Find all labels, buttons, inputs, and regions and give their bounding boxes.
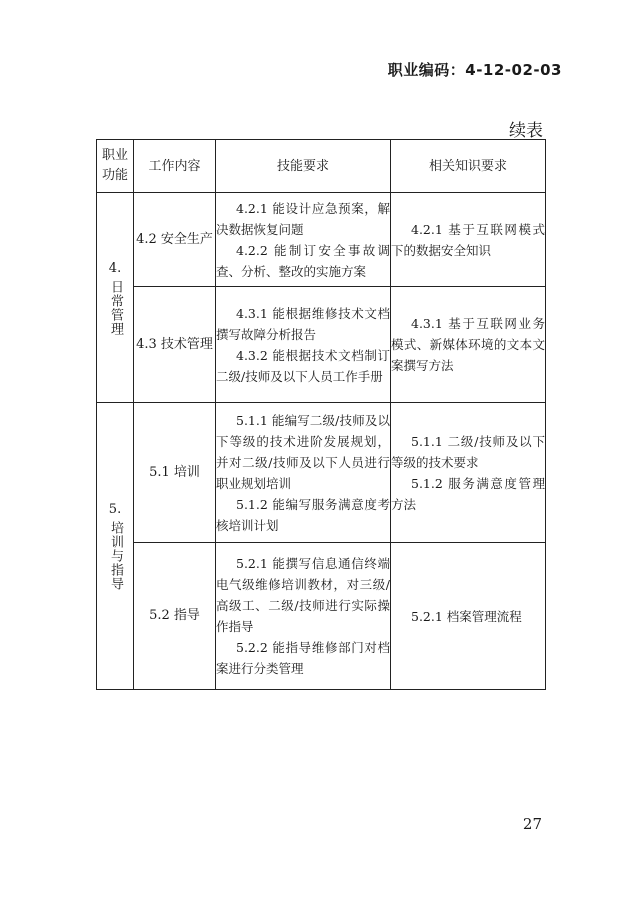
function-name: 培训与指导 <box>108 521 123 591</box>
content-cell: 4.3 技术管理 <box>134 287 216 403</box>
content-cell: 5.1 培训 <box>134 403 216 543</box>
table-row <box>97 193 546 287</box>
function-cell-4 <box>97 193 134 403</box>
skills-cell <box>216 287 391 403</box>
function-cell-5 <box>97 403 134 690</box>
knowledge-cell <box>391 193 546 287</box>
knowledge-item: 5.1.1 二级/技师及以下等级的技术要求 <box>391 433 545 470</box>
skills-cell <box>216 403 391 543</box>
skill-item: 5.2.2 能指导维修部门对档案进行分类管理 <box>216 640 390 676</box>
skills-cell <box>216 543 391 690</box>
knowledge-item: 4.3.1 基于互联网业务模式、新媒体环境的文本文案撰写方法 <box>391 316 545 373</box>
page-number: 27 <box>522 815 542 833</box>
header-skills: 技能要求 <box>216 140 391 193</box>
skill-item: 4.2.1 能设计应急预案，解决数据恢复问题 <box>216 200 390 237</box>
skills-table <box>96 139 546 690</box>
knowledge-cell <box>391 287 546 403</box>
header-function-label: 职业 功能 <box>101 148 128 183</box>
skill-item: 4.2.2 能制订安全事故调查、分析、整改的实施方案 <box>216 242 390 279</box>
occupation-code: 职业编码：4-12-02-03 <box>387 61 562 79</box>
knowledge-cell <box>391 543 546 690</box>
content-cell: 4.2 安全生产 <box>134 193 216 287</box>
function-number: 4. <box>108 260 122 276</box>
continued-label: 续表 <box>509 121 543 141</box>
header-content: 工作内容 <box>134 140 216 193</box>
skills-cell <box>216 193 391 287</box>
skill-item: 4.3.2 能根据技术文档制订二级/技师及以下人员工作手册 <box>216 347 390 384</box>
function-number: 5. <box>108 502 122 517</box>
skill-item: 5.2.1 能撰写信息通信终端电气级维修培训教材，对三级/高级工、二级/技师进行实际操作指导 <box>216 556 390 634</box>
table-header-row <box>97 140 546 193</box>
skill-item: 5.1.2 能编写服务满意度考核培训计划 <box>216 496 390 533</box>
skill-item: 5.1.1 能编写二级/技师及以下等级的技术进阶发展规划，并对二级/技师及以下人员进行职业规划培训 <box>216 412 390 491</box>
table-row <box>97 403 546 543</box>
skill-item: 4.3.1 能根据维修技术文档撰写故障分析报告 <box>216 305 390 342</box>
header-function <box>97 140 134 193</box>
knowledge-item: 5.2.1 档案管理流程 <box>411 608 522 624</box>
content-cell: 5.2 指导 <box>134 543 216 690</box>
table-row <box>97 287 546 403</box>
table-row <box>97 543 546 690</box>
knowledge-item: 5.1.2 服务满意度管理方法 <box>391 475 545 512</box>
function-name: 日常管理 <box>108 279 123 336</box>
knowledge-cell <box>391 403 546 543</box>
knowledge-item: 4.2.1 基于互联网模式下的数据安全知识 <box>391 221 545 258</box>
header-knowledge: 相关知识要求 <box>391 140 546 193</box>
